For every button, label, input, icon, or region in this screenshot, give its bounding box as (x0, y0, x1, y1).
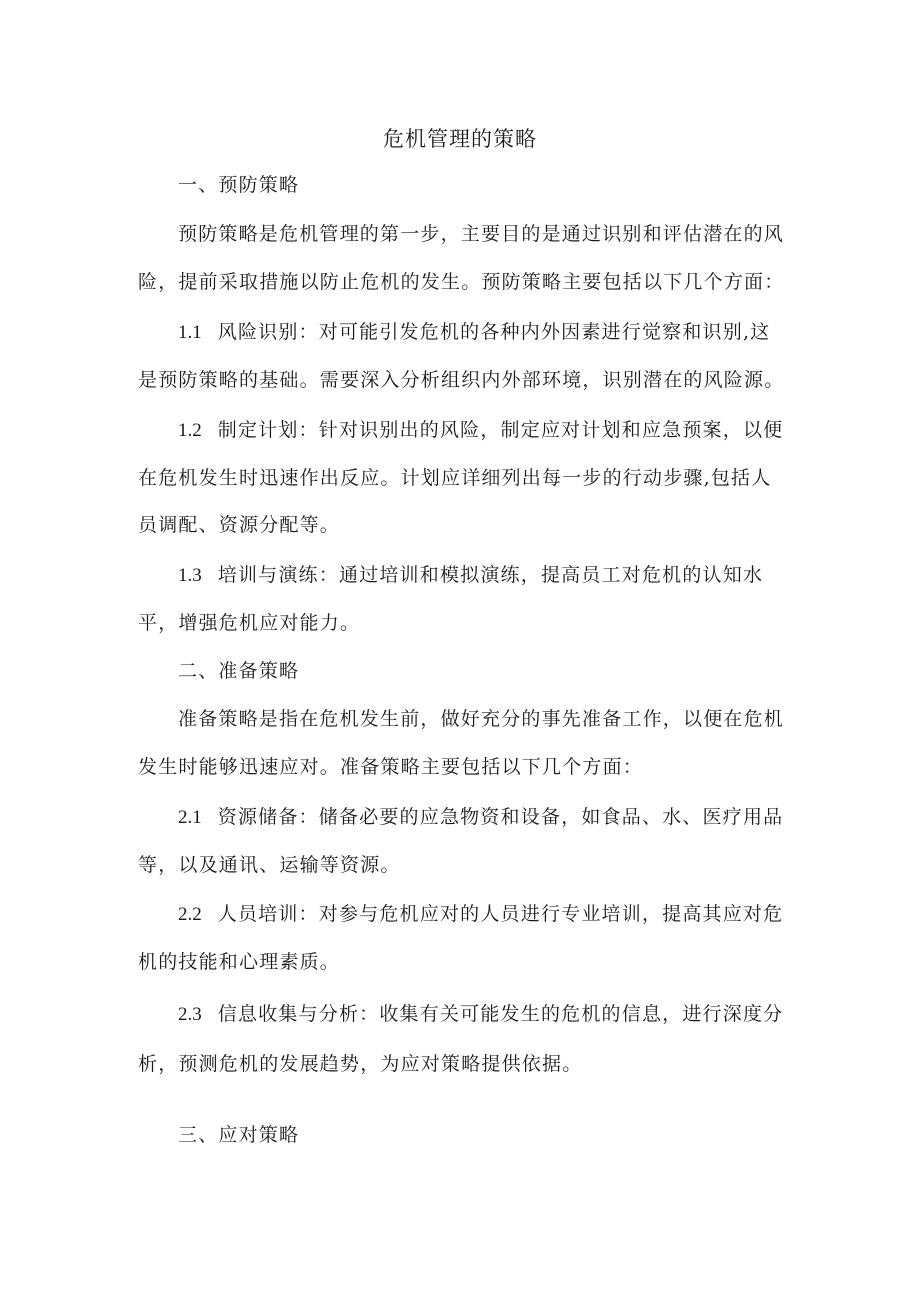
item-number: 1.3 (178, 565, 202, 586)
item-text: 信息收集与分析：收集有关可能发生的危机的信息，进行深度分 (217, 1003, 784, 1025)
paragraph-line: 员调配、资源分配等。 (138, 514, 341, 536)
list-item-line (178, 561, 828, 590)
section-heading: 二、准备策略 (178, 660, 300, 682)
paragraph-line: 是预防策略的基础。需要深入分析组织内外部环境，识别潜在的风险源。 (138, 369, 785, 391)
document-title: 危机管理的策略 (383, 127, 537, 151)
list-item-line (178, 318, 828, 347)
list-item-line (178, 900, 828, 929)
item-number: 2.2 (178, 904, 202, 925)
paragraph-line: 在危机发生时迅速作出反应。计划应详细列出每一步的行动步骤,包括人 (138, 467, 772, 489)
paragraph-line: 准备策略是指在危机发生前，做好充分的事先准备工作，以便在危机 (178, 708, 785, 730)
item-number: 2.3 (178, 1004, 202, 1025)
paragraph-line: 机的技能和心理素质。 (138, 951, 341, 973)
paragraph-line: 等，以及通讯、运输等资源。 (138, 854, 401, 876)
list-item-line (178, 803, 828, 832)
item-text: 人员培训：对参与危机应对的人员进行专业培训，提高其应对危 (217, 903, 784, 925)
item-number: 2.1 (178, 807, 202, 828)
paragraph-line: 析，预测危机的发展趋势，为应对策略提供依据。 (138, 1053, 583, 1075)
paragraph-line: 平，增强危机应对能力。 (138, 612, 361, 634)
item-text: 资源储备：储备必要的应急物资和设备，如食品、水、医疗用品 (217, 806, 784, 828)
item-number: 1.1 (178, 322, 202, 343)
item-text: 制定计划：针对识别出的风险，制定应对计划和应急预案，以便 (217, 419, 784, 441)
paragraph-line: 发生时能够迅速应对。准备策略主要包括以下几个方面： (138, 756, 644, 778)
item-text: 培训与演练：通过培训和模拟演练，提高员工对危机的认知水 (217, 564, 764, 586)
item-number: 1.2 (178, 420, 202, 441)
list-item-line (178, 1000, 828, 1029)
list-item-line (178, 416, 828, 445)
paragraph-line: 险，提前采取措施以防止危机的发生。预防策略主要包括以下几个方面： (138, 271, 785, 293)
item-text: 风险识别：对可能引发危机的各种内外因素进行觉察和识别,这 (217, 321, 771, 343)
section-heading: 三、应对策略 (178, 1124, 300, 1146)
section-heading: 一、预防策略 (178, 174, 300, 196)
paragraph-line: 预防策略是危机管理的第一步，主要目的是通过识别和评估潜在的风 (178, 223, 785, 245)
